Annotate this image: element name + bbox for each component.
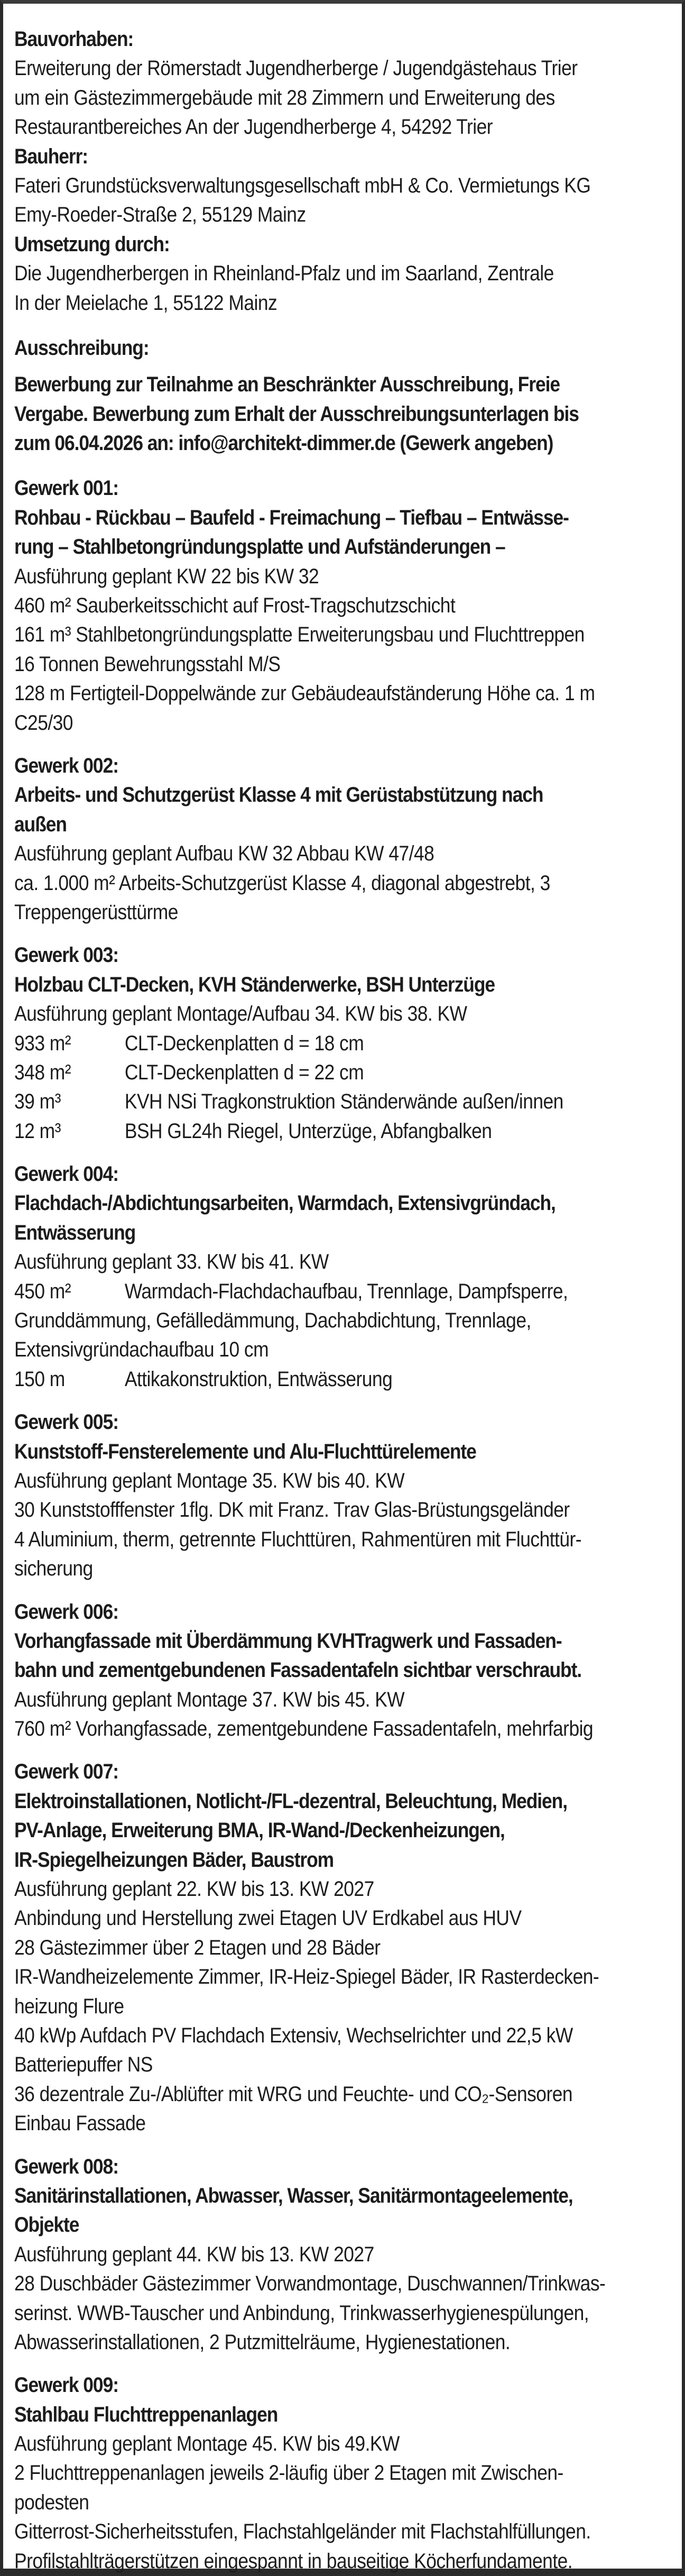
spacer: [14, 458, 669, 474]
text-line: 760 m² Vorhangfassade, zementgebundene Fassadentafeln, mehrfarbig: [14, 1717, 594, 1741]
quantity: 933 m²: [14, 1031, 71, 1055]
section-umsetzung: [14, 230, 669, 318]
heading-ausschreibung: Ausschreibung:: [14, 336, 149, 360]
text-line: 28 Duschbäder Gästezimmer Vorwandmontage, Duschwannen/Trinkwas-: [14, 2272, 606, 2296]
gewerk-title: Arbeits- und Schutzgerüst Klasse 4 mit Gerüstabstützung nach: [14, 783, 543, 807]
gewerk-006: [14, 1598, 669, 1744]
gewerk-title: PV-Anlage, Erweiterung BMA, IR-Wand-/Deckenheizungen,: [14, 1819, 505, 1842]
gewerk-title: Vorhangfassade mit Überdämmung KVHTragwerk und Fassaden-: [14, 1629, 562, 1653]
gewerk-label: Gewerk 001:: [14, 476, 118, 500]
section-bauvorhaben: [14, 25, 669, 142]
description: BSH GL24h Riegel, Unterzüge, Abfangbalken: [124, 1119, 492, 1143]
gewerk-label: Gewerk 005:: [14, 1410, 118, 1434]
gewerk-008: [14, 2152, 669, 2358]
spacer: [14, 1584, 669, 1598]
spacer: [14, 1744, 669, 1757]
description: CLT-Deckenplatten d = 22 cm: [124, 1060, 364, 1084]
text-line: Gitterrost-Sicherheitsstufen, Flachstahlgeländer mit Flachstahlfüllungen.: [14, 2520, 591, 2544]
text-line: serinst. WWB-Tauscher und Anbindung, Trinkwasserhygienespülungen,: [14, 2301, 589, 2325]
description: CLT-Deckenplatten d = 18 cm: [124, 1031, 364, 1055]
text-line: Einbau Fassade: [14, 2112, 146, 2135]
quantity-row: [14, 1029, 669, 1058]
gewerk-title: Elektroinstallationen, Notlicht-/FL-dezentral, Beleuchtung, Medien,: [14, 1789, 568, 1813]
gewerk-title: bahn und zementgebundenen Fassadentafeln sichtbar verschraubt.: [14, 1658, 582, 1682]
spacer: [14, 1146, 669, 1160]
gewerk-label: Gewerk 007:: [14, 1760, 118, 1784]
gewerk-label: Gewerk 006:: [14, 1600, 118, 1624]
gewerk-001: [14, 474, 669, 738]
gewerk-title: rung – Stahlbetongründungsplatte und Aufständerungen –: [14, 535, 505, 559]
gewerk-003: [14, 941, 669, 1146]
text-line: 460 m² Sauberkeitsschicht auf Frost-Tragschutzschicht: [14, 594, 456, 618]
quantity: 12 m³: [14, 1119, 61, 1143]
spacer: [14, 927, 669, 941]
text-line: 161 m³ Stahlbetongründungsplatte Erweiterungsbau und Fluchttreppen: [14, 623, 585, 647]
text-line: 30 Kunststofffenster 1flg. DK mit Franz. Trav Glas-Brüstungsgeländer: [14, 1498, 570, 1522]
gewerk-label: Gewerk 009:: [14, 2373, 118, 2397]
gewerk-005: [14, 1408, 669, 1583]
description: KVH NSi Tragkonstruktion Ständerwände außen/innen: [124, 1090, 563, 1114]
text-line: sicherung: [14, 1557, 93, 1581]
description: Warmdach-Flachdachaufbau, Trennlage, Dampfsperre,: [124, 1279, 568, 1303]
spacer: [14, 363, 669, 370]
gewerk-schedule: Ausführung geplant Montage/Aufbau 34. KW bis 38. KW: [14, 1002, 467, 1026]
quantity: 150 m: [14, 1367, 65, 1391]
gewerk-label: Gewerk 003:: [14, 943, 118, 967]
description: Attikakonstruktion, Entwässerung: [124, 1367, 393, 1391]
text-line: um ein Gästezimmergebäude mit 28 Zimmern und Erweiterung des: [14, 86, 555, 109]
gewerk-label: Gewerk 008:: [14, 2155, 118, 2178]
text-line: Emy-Roeder-Straße 2, 55129 Mainz: [14, 203, 306, 227]
spacer: [14, 1394, 669, 1408]
gewerk-title: Kunststoff-Fensterelemente und Alu-Fluchttürelemente: [14, 1440, 476, 1463]
text-line: ca. 1.000 m² Arbeits-Schutzgerüst Klasse 4, diagonal abgestrebt, 3: [14, 871, 550, 895]
section-bauherr: [14, 142, 669, 230]
gewerk-title: außen: [14, 812, 67, 836]
spacer: [14, 738, 669, 751]
gewerk-label: Gewerk 002:: [14, 754, 118, 777]
gewerk-schedule: Ausführung geplant Montage 45. KW bis 49.KW: [14, 2432, 400, 2456]
gewerk-title: Objekte: [14, 2213, 79, 2237]
text-line: heizung Flure: [14, 1994, 124, 2018]
heading-bauvorhaben: Bauvorhaben:: [14, 27, 134, 51]
text-line: Anbindung und Herstellung zwei Etagen UV Erdkabel aus HUV: [14, 1906, 522, 1930]
text-line: Fateri Grundstücksverwaltungsgesellschaft mbH & Co. Vermietungs KG: [14, 173, 591, 197]
gewerk-schedule: Ausführung geplant Montage 35. KW bis 40. KW: [14, 1469, 405, 1492]
text-line: Batteriepuffer NS: [14, 2053, 153, 2077]
text-line: Erweiterung der Römerstadt Jugendherberge / Jugendgästehaus Trier: [14, 57, 578, 80]
gewerk-title: IR-Spiegelheizungen Bäder, Baustrom: [14, 1848, 334, 1872]
text-line: 28 Gästezimmer über 2 Etagen und 28 Bäder: [14, 1936, 381, 1959]
quantity: 348 m²: [14, 1060, 71, 1084]
text-line: Extensivgründachaufbau 10 cm: [14, 1338, 269, 1362]
gewerk-title: Sanitärinstallationen, Abwasser, Wasser, Sanitärmontageelemente,: [14, 2184, 573, 2207]
gewerk-schedule: Ausführung geplant 33. KW bis 41. KW: [14, 1250, 329, 1274]
gewerk-007: [14, 1757, 669, 2138]
gewerk-title: Rohbau - Rückbau – Baufeld - Freimachung – Tiefbau – Entwässe-: [14, 506, 569, 529]
quantity-row: [14, 1117, 669, 1146]
quantity-row: [14, 1365, 669, 1394]
text-line: Vergabe. Bewerbung zum Erhalt der Ausschreibungsunterlagen bis: [14, 402, 579, 426]
text-line: Treppengerüsttürme: [14, 900, 178, 924]
text-line: 2 Fluchttreppenanlagen jeweils 2-läufig über 2 Etagen mit Zwischen-: [14, 2461, 563, 2485]
quantity-row: [14, 1058, 669, 1087]
tender-notice-content: [14, 25, 669, 2576]
text-line: Abwasserinstallationen, 2 Putzmittelräume, Hygienestationen.: [14, 2330, 511, 2354]
text-line: 16 Tonnen Bewehrungsstahl M/S: [14, 652, 281, 676]
section-ausschreibung: [14, 334, 669, 459]
gewerk-schedule: Ausführung geplant Aufbau KW 32 Abbau KW 47/48: [14, 842, 434, 866]
quantity-row: [14, 1087, 669, 1116]
gewerk-title: Holzbau CLT-Decken, KVH Ständerwerke, BSH Unterzüge: [14, 973, 495, 996]
text-line: 40 kWp Aufdach PV Flachdach Extensiv, Wechselrichter und 22,5 kW: [14, 2024, 573, 2047]
gewerk-009: [14, 2371, 669, 2576]
gewerk-title: Entwässerung: [14, 1221, 136, 1244]
text-line: C25/30: [14, 711, 73, 735]
gewerk-label: Gewerk 004:: [14, 1162, 118, 1186]
gewerk-schedule: Ausführung geplant Montage 37. KW bis 45. KW: [14, 1688, 405, 1711]
gewerk-002: [14, 751, 669, 927]
spacer: [14, 2139, 669, 2152]
gewerk-schedule: Ausführung geplant 44. KW bis 13. KW 2027: [14, 2242, 374, 2266]
gewerk-schedule: Ausführung geplant KW 22 bis KW 32: [14, 564, 319, 588]
text-line: Bewerbung zur Teilnahme an Beschränkter Ausschreibung, Freie: [14, 373, 560, 397]
text-line: Die Jugendherbergen in Rheinland-Pfalz und im Saarland, Zentrale: [14, 262, 554, 286]
quantity-row: [14, 1277, 669, 1306]
text-line: zum 06.04.2026 an: info@architekt-dimmer.de (Gewerk angeben): [14, 432, 553, 455]
text-line: Profilstahlträgerstützen eingespannt in bauseitige Köcherfundamente.: [14, 2549, 573, 2573]
quantity: 39 m³: [14, 1090, 61, 1114]
gewerk-title: Flachdach-/Abdichtungsarbeiten, Warmdach, Extensivgründach,: [14, 1191, 556, 1215]
heading-bauherr: Bauherr:: [14, 144, 88, 168]
text-line: podesten: [14, 2490, 89, 2514]
heading-umsetzung: Umsetzung durch:: [14, 232, 170, 256]
gewerk-004: [14, 1160, 669, 1394]
text-line: IR-Wandheizelemente Zimmer, IR-Heiz-Spiegel Bäder, IR Rasterdecken-: [14, 1965, 599, 1989]
gewerk-title: Stahlbau Fluchttreppenanlagen: [14, 2403, 278, 2426]
text-line: In der Meielache 1, 55122 Mainz: [14, 291, 277, 315]
text-line: 128 m Fertigteil-Doppelwände zur Gebäudeaufständerung Höhe ca. 1 m: [14, 682, 595, 705]
spacer: [14, 318, 669, 334]
quantity: 450 m²: [14, 1279, 71, 1303]
text-line: 36 dezentrale Zu-/Ablüfter mit WRG und Feuchte- und CO₂-Sensoren: [14, 2082, 573, 2106]
gewerk-schedule: Ausführung geplant 22. KW bis 13. KW 2027: [14, 1877, 374, 1901]
text-line: 4 Aluminium, therm, getrennte Fluchttüren, Rahmentüren mit Fluchttür-: [14, 1527, 582, 1551]
text-line: Restaurantbereiches An der Jugendherberge 4, 54292 Trier: [14, 115, 493, 139]
spacer: [14, 2357, 669, 2371]
text-line: Grunddämmung, Gefälledämmung, Dachabdichtung, Trennlage,: [14, 1309, 531, 1333]
